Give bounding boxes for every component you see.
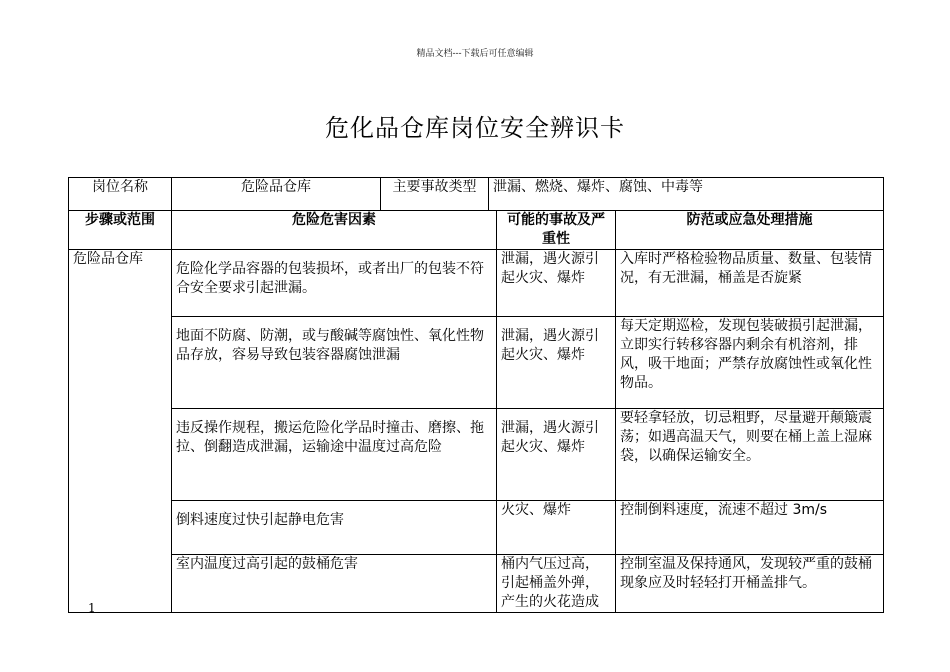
measure-cell: 控制倒料速度，流速不超过 3m/s — [616, 501, 884, 555]
hazard-cell: 地面不防腐、防潮，或与酸碱等腐蚀性、氧化性物品存放，容易导致包装容器腐蚀泄漏 — [172, 317, 497, 409]
hazard-cell: 倒料速度过快引起静电危害 — [172, 501, 497, 555]
page-number: 1 — [88, 601, 96, 615]
measure-cell: 每天定期巡检，发现包装破损引起泄漏，立即实行转移容器内剩余有机溶剂，排风，吸干地面；严禁存放腐蚀性或氧化性物品。 — [616, 317, 884, 409]
consequence-cell: 火灾、爆炸 — [497, 501, 616, 555]
column-header-row — [69, 211, 884, 250]
column-header-consequence: 可能的事故及严重性 — [497, 211, 616, 250]
safety-identification-table — [68, 177, 884, 613]
column-header-hazard: 危险危害因素 — [172, 211, 497, 250]
accident-type-value: 泄漏、燃烧、爆炸、腐蚀、中毒等 — [489, 178, 884, 211]
accident-type-label: 主要事故类型 — [381, 178, 489, 211]
table-row — [69, 250, 884, 317]
column-header-scope: 步骤或范围 — [69, 211, 172, 250]
table-row — [69, 501, 884, 555]
hazard-cell: 违反操作规程，搬运危险化学品时撞击、磨擦、拖拉、倒翻造成泄漏，运输途中温度过高危险 — [172, 409, 497, 501]
document-title: 危化品仓库岗位安全辨识卡 — [325, 114, 625, 142]
header-note: 精品文档---下载后可任意编辑 — [416, 49, 534, 59]
hazard-cell: 危险化学品容器的包装损坏，或者出厂的包装不符合安全要求引起泄漏。 — [172, 250, 497, 317]
hazard-cell: 室内温度过高引起的鼓桶危害 — [172, 555, 497, 613]
consequence-cell: 泄漏，遇火源引起火灾、爆炸 — [497, 409, 616, 501]
table-row — [69, 555, 884, 613]
consequence-cell: 泄漏，遇火源引起火灾、爆炸 — [497, 250, 616, 317]
table-row — [69, 409, 884, 501]
consequence-cell: 桶内气压过高，引起桶盖外弹，产生的火花造成 — [497, 555, 616, 613]
post-name-value: 危险品仓库 — [172, 178, 381, 211]
measure-cell: 控制室温及保持通风，发现较严重的鼓桶现象应及时轻轻打开桶盖排气。 — [616, 555, 884, 613]
scope-cell: 危险品仓库 — [69, 250, 172, 613]
measure-cell: 要轻拿轻放，切忌粗野，尽量避开颠簸震荡；如遇高温天气，则要在桶上盖上湿麻袋，以确保运输安全。 — [616, 409, 884, 501]
measure-cell: 入库时严格检验物品质量、数量、包装情况，有无泄漏，桶盖是否旋紧 — [616, 250, 884, 317]
basic-info-row — [69, 178, 884, 211]
column-header-measure: 防范或应急处理措施 — [616, 211, 884, 250]
post-name-label: 岗位名称 — [69, 178, 172, 211]
consequence-cell: 泄漏，遇火源引起火灾、爆炸 — [497, 317, 616, 409]
table-row — [69, 317, 884, 409]
